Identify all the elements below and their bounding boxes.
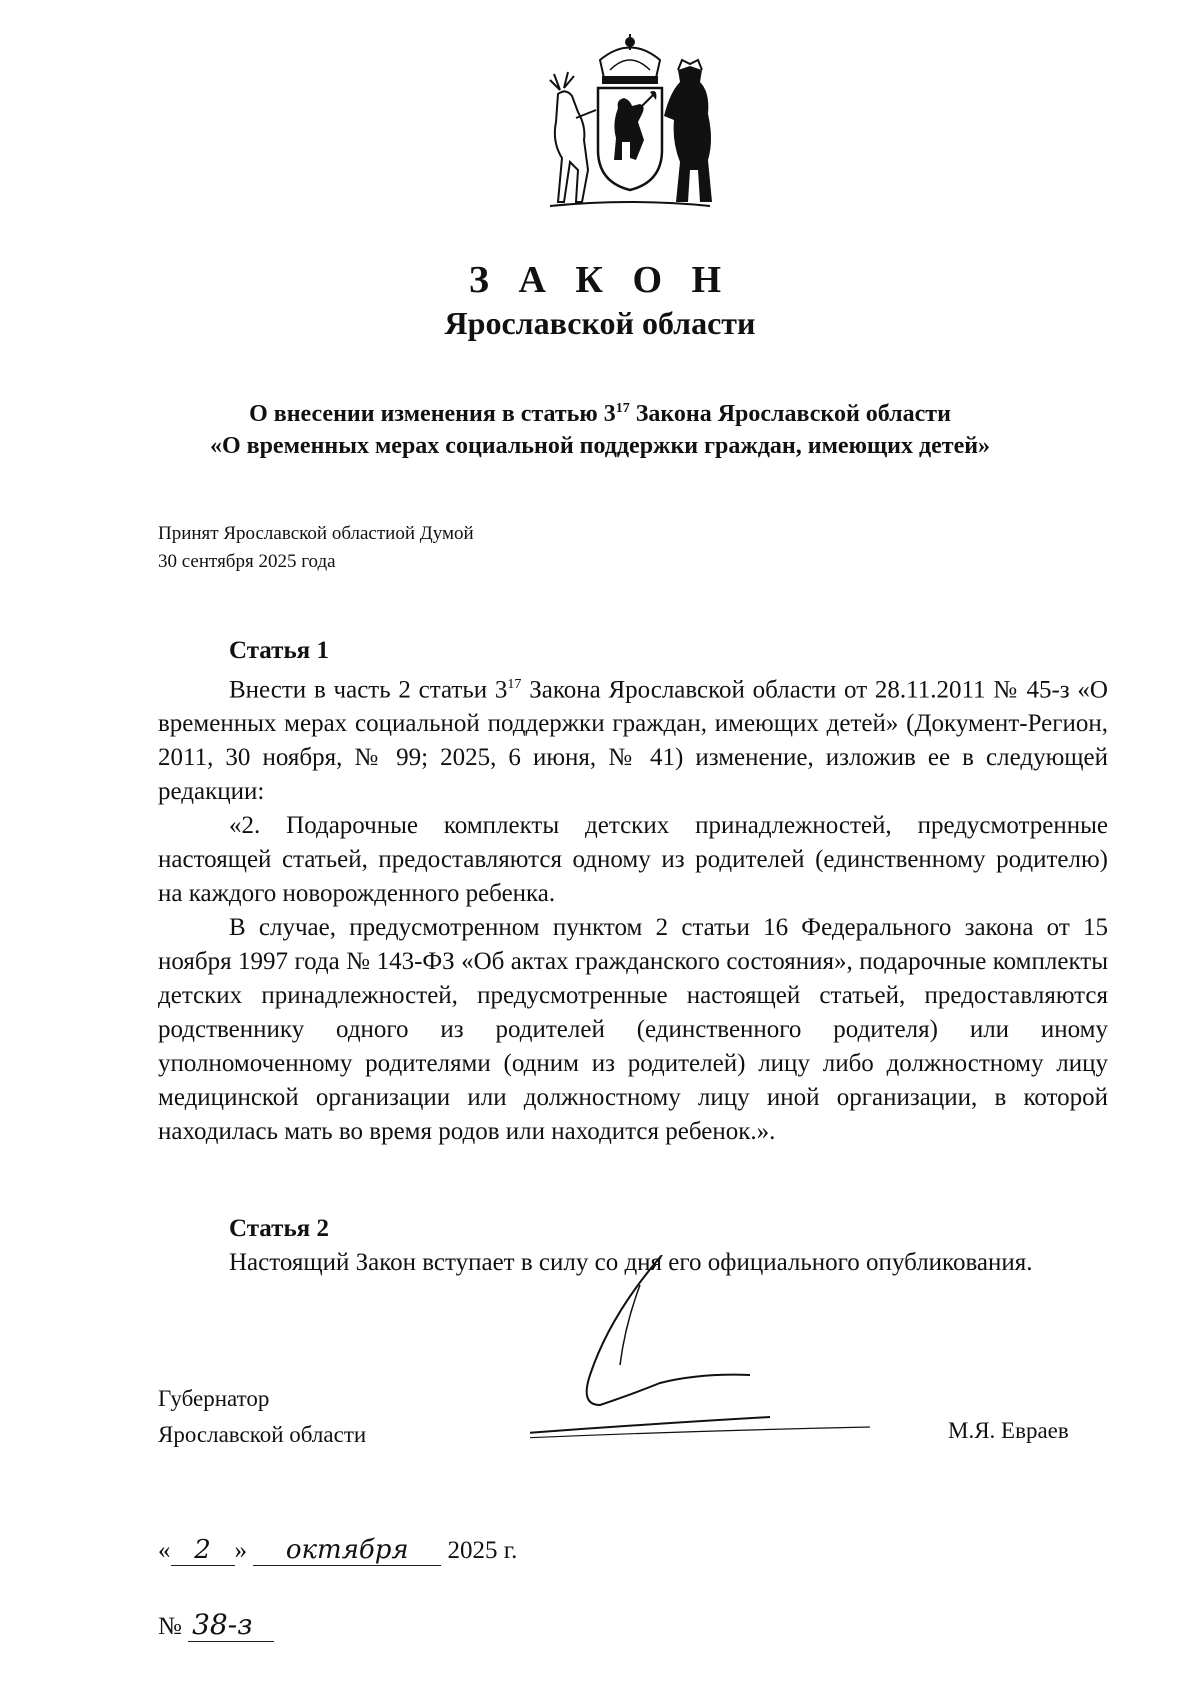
- article-1-paragraph-2: «2. Подарочные комплекты детских принадлежностей, предусмотренные настоящей статьей, предоставляются одному из родителей (единственному родителю) на каждого новорожденного ребенка.: [158, 812, 1108, 908]
- law-title-line-1-post: Закона Ярославской области: [629, 401, 951, 427]
- handwritten-signature: [530, 1255, 960, 1445]
- law-number-value: 38-з: [188, 1608, 274, 1642]
- adoption-line-1: Принят Ярославской областиой Думой: [158, 523, 474, 544]
- article-1-paragraph-1: [158, 668, 1108, 809]
- article-2-heading: Статья 2: [229, 1215, 329, 1242]
- article-1: [158, 634, 1108, 1149]
- adoption-note: [158, 520, 474, 576]
- date-month: октября: [253, 1535, 441, 1566]
- article-1-heading: Статья 1: [229, 637, 329, 664]
- article-1-p1-superscript: 17: [507, 677, 522, 692]
- law-number: [158, 1608, 274, 1642]
- law-title-line-1: [150, 393, 1050, 430]
- law-title-line-1-pre: О внесении изменения в статью 3: [249, 401, 616, 427]
- governor-name: М.Я. Евраев: [948, 1418, 1069, 1443]
- governor-title: [158, 1381, 366, 1453]
- coat-of-arms-emblem: [530, 30, 730, 220]
- governor-title-line-2: Ярославской области: [158, 1422, 367, 1447]
- law-title: [150, 393, 1050, 462]
- article-1-p1-pre: Внести в часть 2 статьи 3: [229, 676, 508, 704]
- adoption-date: 30 сентября 2025 года: [158, 551, 336, 572]
- law-title-superscript: 17: [615, 401, 630, 416]
- signing-date: [158, 1535, 517, 1566]
- date-day: 2: [171, 1535, 235, 1566]
- law-number-label: №: [158, 1613, 182, 1640]
- law-title-line-2: «О временных мерах социальной поддержки граждан, имеющих детей»: [209, 433, 991, 459]
- date-year: 2025 г.: [447, 1537, 518, 1564]
- article-1-paragraph-3: В случае, предусмотренном пунктом 2 статьи 16 Федерального закона от 15 ноября 1997 года № 143-ФЗ «Об актах гражданского состояния», подарочные комплекты детских принадлежностей, предусмотренные настоящей статьей, предоставляются родственнику одного из родителей (единственного родителя) или иному уполномоченному родителями (одним из родителей) лицу либо должностному лицу медицинской организации или должностному лицу иной организации, в которой находилась мать во время родов или находится ребенок.».: [158, 914, 1108, 1146]
- date-close-quote: »: [234, 1537, 247, 1564]
- article-1-p1-post: Закона Ярославской области от 28.11.2011 № 45-з «О временных мерах социальной поддержки граждан, имеющих детей» (Документ-Регион, 2011, 30 ноября, № 99; 2025, 6 июня, № 41) изменение, изложив ее в следующей редакции:: [158, 676, 1108, 806]
- date-open-quote: «: [158, 1537, 171, 1564]
- article-2-paragraph-1: Настоящий Закон вступает в силу со дня его официального опубликования.: [229, 1249, 1033, 1276]
- governor-title-line-1: Губернатор: [158, 1386, 270, 1411]
- law-heading: З А К О Н: [468, 259, 732, 301]
- region-heading: Ярославской области: [444, 305, 756, 341]
